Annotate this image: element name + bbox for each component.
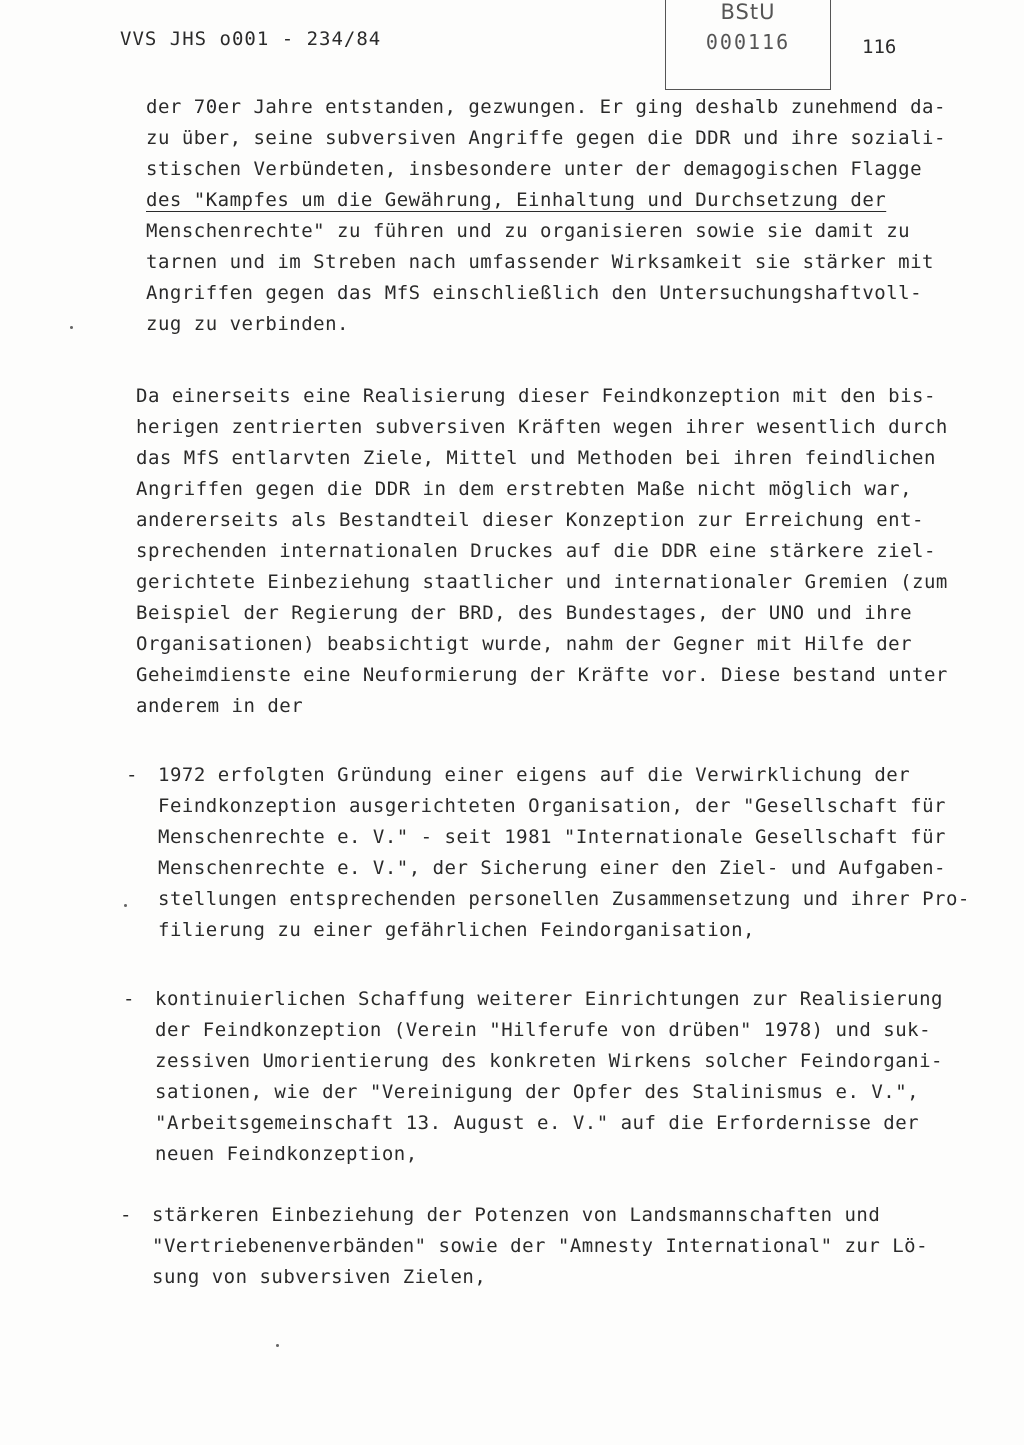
document-reference: VVS JHS o001 - 234/84 [120,28,382,50]
text-line: zessiven Umorientierung des konkreten Wirkens solcher Feindorgani- [155,1050,943,1072]
text-line: stärkeren Einbeziehung der Potenzen von Landsmannschaften und [152,1204,881,1226]
text-line: filierung zu einer gefährlichen Feindorganisation, [158,919,755,941]
stamp-number: 000116 [705,30,791,54]
scan-speck [70,326,73,329]
list-bullet: - [120,1204,132,1226]
text-line: Beispiel der Regierung der BRD, des Bundestages, der UNO und ihre [136,602,913,624]
text-line: herigen zentrierten subversiven Kräften wegen ihrer wesentlich durch [136,416,948,438]
text-line: stischen Verbündeten, insbesondere unter der demagogischen Flagge [146,158,923,180]
archive-stamp [665,0,831,90]
text-line: Geheimdienste eine Neuformierung der Kräfte vor. Diese bestand unter [136,664,948,686]
text-line: Angriffen gegen das MfS einschließlich den Untersuchungshaftvoll- [146,282,923,304]
text-line: gerichtete Einbeziehung staatlicher und internationaler Gremien (zum [136,571,948,593]
text-line: sung von subversiven Zielen, [152,1266,487,1288]
text-line: "Arbeitsgemeinschaft 13. August e. V." auf die Erfordernisse der [155,1112,920,1134]
paragraph-2 [136,381,1006,722]
scan-speck [276,1344,279,1347]
text-line: Da einerseits eine Realisierung dieser Feindkonzeption mit den bis- [136,385,936,407]
text-line: "Vertriebenenverbänden" sowie der "Amnesty International" zur Lö- [152,1235,929,1257]
text-line: zug zu verbinden. [146,313,349,335]
text-line: tarnen und im Streben nach umfassender Wirksamkeit sie stärker mit [146,251,934,273]
text-line: sprechenden internationalen Druckes auf die DDR eine stärkere ziel- [136,540,936,562]
text-line: Feindkonzeption ausgerichteten Organisation, der "Gesellschaft für [158,795,946,817]
text-line-underlined: des "Kampfes um die Gewährung, Einhaltung und Durchsetzung der [146,189,887,211]
text-line: das MfS entlarvten Ziele, Mittel und Methoden bei ihren feindlichen [136,447,936,469]
text-line: zu über, seine subversiven Angriffe gegen die DDR und ihre soziali- [146,127,946,149]
text-line: der 70er Jahre entstanden, gezwungen. Er ging deshalb zunehmend da- [146,96,946,118]
text-line: Menschenrechte e. V." - seit 1981 "Internationale Gesellschaft für [158,826,946,848]
list-item [123,984,1005,1170]
text-line: der Feindkonzeption (Verein "Hilferufe von drüben" 1978) und suk- [155,1019,932,1041]
text-line: Organisationen) beabsichtigt wurde, nahm der Gegner mit Hilfe der [136,633,913,655]
text-line: Angriffen gegen die DDR in dem erstrebten Maße nicht möglich war, [136,478,913,500]
list-bullet: - [123,988,135,1010]
text-line: Menschenrechte e. V.", der Sicherung einer den Ziel- und Aufgaben- [158,857,946,879]
text-line: 1972 erfolgten Gründung einer eigens auf die Verwirklichung der [158,764,911,786]
text-line: kontinuierlichen Schaffung weiterer Einrichtungen zur Realisierung [155,988,943,1010]
paragraph-1 [146,92,991,340]
scan-speck [124,904,127,907]
list-item [126,760,1008,946]
text-line: neuen Feindkonzeption, [155,1143,418,1165]
stamp-label: BStU [720,0,776,24]
text-line: andererseits als Bestandteil dieser Konzeption zur Erreichung ent- [136,509,924,531]
list-bullet: - [126,764,138,786]
text-line: Menschenrechte" zu führen und zu organisieren sowie sie damit zu [146,220,911,242]
text-line: anderem in der [136,695,304,717]
text-line: sationen, wie der "Vereinigung der Opfer des Stalinismus e. V.", [155,1081,920,1103]
page-number: 116 [862,36,897,58]
list-item [120,1200,1002,1293]
text-line: stellungen entsprechenden personellen Zusammensetzung und ihrer Pro- [158,888,970,910]
